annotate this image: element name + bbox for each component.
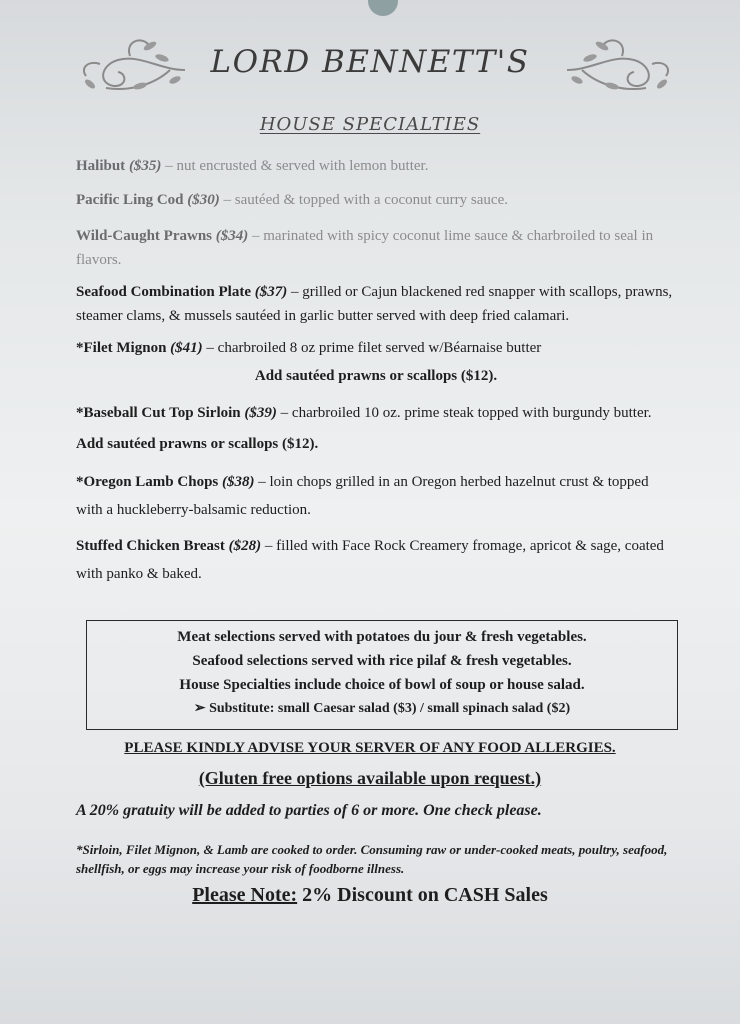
thumbtack-icon	[368, 0, 398, 16]
substitute-line: ➢ Substitute: small Caesar salad ($3) / small spinach salad ($2)	[193, 701, 571, 716]
note-text: 2% Discount on CASH Sales	[297, 884, 548, 906]
note-label: Please Note:	[192, 884, 298, 906]
gluten-free-notice: (Gluten free options available upon request.)	[198, 768, 542, 788]
menu-item: Halibut ($35) – nut encrusted & served with lemon butter.	[76, 158, 429, 174]
menu-header	[0, 34, 740, 104]
menu-items	[76, 154, 676, 588]
menu-item: *Oregon Lamb Chops ($38) – loin chops grilled in an Oregon herbed hazelnut crust & topped with a huckleberry-balsamic reduction.	[76, 474, 649, 518]
menu-item: Seafood Combination Plate ($37) – grilled or Cajun blackened red snapper with scallops, prawns, steamer clams, & mussels sautéed in garlic butter served with deep fried calamari.	[76, 284, 673, 324]
add-on-note: Add sautéed prawns or scallops ($12).	[76, 436, 319, 452]
menu-item: Pacific Ling Cod ($30) – sautéed & topped with a coconut curry sauce.	[76, 192, 508, 208]
meat-sides-line: Meat selections served with potatoes du jour & fresh vegetables.	[177, 629, 587, 645]
sides-info-box	[86, 620, 678, 730]
menu-item: Wild-Caught Prawns ($34) – marinated with spicy coconut lime sauce & charbroiled to seal in flavors.	[76, 228, 654, 268]
menu-item: Stuffed Chicken Breast ($28) – filled with Face Rock Creamery fromage, apricot & sage, coated with panko & baked.	[76, 538, 664, 582]
menu-item: *Baseball Cut Top Sirloin ($39) – charbroiled 10 oz. prime steak topped with burgundy butter. Add sautéed prawns or scallops ($12).	[76, 405, 652, 452]
add-on-note: Add sautéed prawns or scallops ($12).	[254, 368, 498, 384]
section-subtitle: HOUSE SPECIALTIES	[259, 114, 481, 135]
gratuity-notice: A 20% gratuity will be added to parties of 6 or more. One check please.	[76, 802, 542, 819]
restaurant-title: LORD BENNETT'S	[210, 44, 530, 80]
seafood-sides-line: Seafood selections served with rice pilaf & fresh vegetables.	[192, 653, 572, 669]
soup-salad-line: House Specialties include choice of bowl of soup or house salad.	[179, 677, 585, 693]
menu-item: *Filet Mignon ($41) – charbroiled 8 oz prime filet served w/Béarnaise butter Add sautéed prawns or scallops ($12).	[76, 334, 676, 390]
allergy-notice: PLEASE KINDLY ADVISE YOUR SERVER OF ANY FOOD ALLERGIES.	[124, 740, 616, 756]
right-flourish-icon	[562, 34, 682, 104]
cash-discount-note	[0, 884, 740, 907]
food-safety-warning: *Sirloin, Filet Mignon, & Lamb are cooked to order. Consuming raw or under-cooked meats, poultry, seafood, shellfish, or eggs may increase your risk of foodborne illness.	[76, 842, 668, 876]
